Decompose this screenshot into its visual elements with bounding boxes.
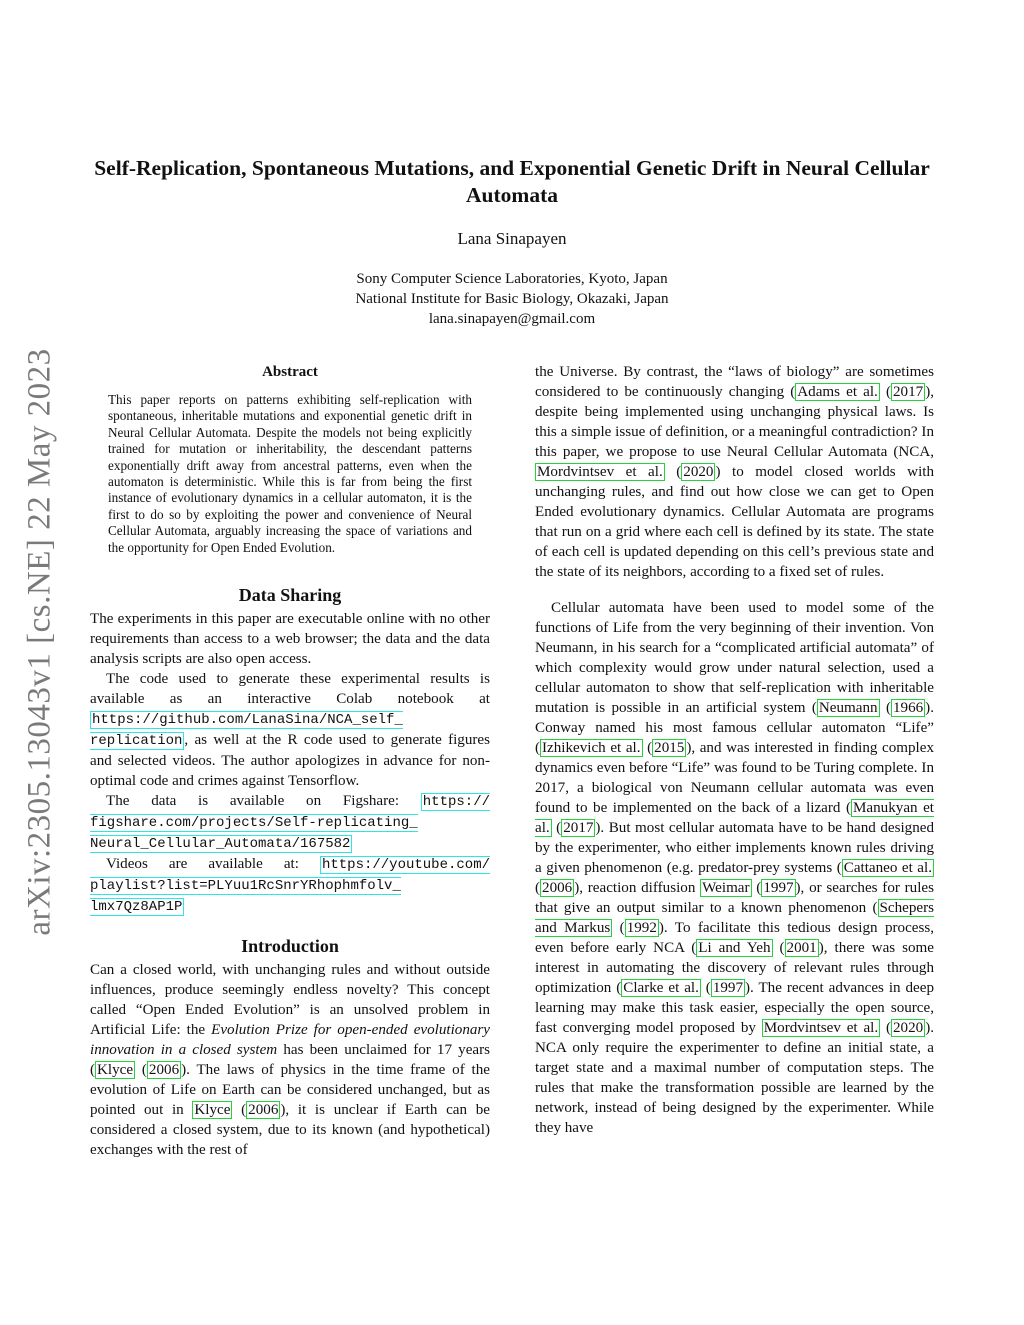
citation-link[interactable]: Neumann [818,700,878,716]
citation-link[interactable]: Clarke et al. [623,980,699,996]
citation-link[interactable]: Mordvintsev et al. [763,1020,879,1036]
data-sharing-paragraph-4: Videos are available at: https://youtube.com/ playlist?list=PLYuu1RcSnrYRhophmfolv_ lmx7Qz8AP1P [90,856,490,916]
citation-link[interactable]: 2017 [563,820,594,836]
author-name: Lana Sinapayen [457,229,567,248]
arxiv-sidebar-stamp [18,345,62,940]
affiliation-1: Sony Computer Science Laboratories, Kyoto, Japan [356,271,668,287]
right-column [535,362,934,1138]
data-sharing-paragraph-2: The code used to generate these experimental results is available as an interactive Colab notebook at https://github.com/LanaSina/NCA_self_ replication , as well at the R code used to generate figures and selected videos. The author apologizes in advance for non-optimal code and crimes against Tensorflow. [90,671,490,790]
citation-link[interactable]: Izhikevich et al. [542,740,641,756]
introduction-paragraph-2: Cellular automata have been used to model some of the functions of Life from the very beginning of their invention. Von Neumann, in his search for a “complicated artificial automata” of which complexity would grow under natural selection, used a cellular automaton to show that self-replication with inheritable mutation is possible in an artificial system ( Neumann ( 1966 ). Conway named his most famous cellular automaton “Life” ( Izhikevich et al. ( 2015 ), and was interested in finding complex dynamics even before “Life” was found to be Turing complete. In 2017, a biological von Neumann cellular automata was even found to be implemented on the back of a lizard ( Manukyan et al. ( 2017 ). But most cellular automata have to be hand designed by the experimenter, who either implements known rules driving a given phenomenon (e.g. predator-prey systems ( Cattaneo et al. ( 2006 ), reaction diffusion Weimar ( 1997 ), or searches for rules that give an output similar to a known phenomenon ( Schepers and Markus ( 1992 ). To facilitate this tedious design process, even before early NCA ( Li and Yeh ( 2001 ), there was some interest in automating the discovery of relevant rules through optimization ( Clarke et al. ( 1997 ). The recent advances in deep learning may make this task easier, especially the open source, fast converging model proposed by Mordvintsev et al. ( 2020 ). NCA only require the experimenter to define an initial state, a target state and a maximal number of computation steps. The rules that make the transformation possible are learned by the network, instead of being designed by the experimenter. While they have [535,600,934,1136]
citation-link[interactable]: 1992 [626,920,657,936]
citation-link[interactable]: Manukyan et al. [535,800,934,836]
citation-link[interactable]: Klyce [97,1062,134,1079]
citation-link[interactable]: Li and Yeh [698,940,771,956]
abstract-text: This paper reports on patterns exhibiting self-replication with spontaneous, inheritable mutations and exponential genetic drift in Neural Cellular Automata. Despite the models not being explicitly trained for mutation or inheritability, the descendant patterns exponentially drift away from ancestral patterns, even when the automaton is deterministic. While this is far from being the first instance of evolutionary dynamics in a cellular automaton, it is the first to do so by exploiting the power and convenience of Neural Cellular Automata, arguably increasing the space of variations and the opportunity for Open Ended Evolution. [108,392,472,555]
citation-link[interactable]: 2020 [683,464,714,480]
citation-link[interactable]: Adams et al. [797,384,878,400]
citation-link[interactable]: 2006 [542,880,573,896]
youtube-link[interactable]: https://youtube.com/ playlist?list=PLYuu1RcSnrYRhophmfolv_ lmx7Qz8AP1P [90,857,490,916]
citation-link[interactable]: 1997 [763,880,794,896]
introduction-body-left [90,960,490,1160]
github-link[interactable]: https://github.com/LanaSina/NCA_self_ replication [90,712,403,750]
introduction-paragraph-1-continued: the Universe. By contrast, the “laws of biology” are sometimes considered to be continuously changing ( Adams et al. ( 2017 ), despite being implemented using unchanging physical laws. Is this a simple issue of definition, or a meaningful contradiction? In this paper, we propose to use Neural Cellular Automata (NCA, Mordvintsev et al. ( 2020 ) to model closed worlds with unchanging rules, and find out how close we can get to Open Ended evolutionary dynamics. Cellular Automata are programs that run on a grid where each cell is defined by its state. The state of each cell is updated depending on this cell’s previous state and the state of its neighbors, according to a fixed set of rules. [535,364,935,580]
citation-link[interactable]: 2015 [654,740,685,756]
paper-title: Self-Replication, Spontaneous Mutations, and Exponential Genetic Drift in Neural Cellular Automata [94,156,930,207]
arxiv-identifier: arXiv:2305.13043v1 [cs.NE] 22 May 2023 [21,348,58,936]
author-email: lana.sinapayen@gmail.com [428,311,596,327]
citation-link[interactable]: Schepers and Markus [535,900,934,936]
citation-link[interactable]: Klyce [194,1102,231,1119]
citation-link[interactable]: Cattaneo et al. [843,860,932,876]
introduction-paragraph-1: Can a closed world, with unchanging rules and without outside influences, produce seemingly endless novelty? This concept called “Open Ended Evolution” is an unsolved problem in Artificial Life: the Evolution Prize for open-ended evolutionary innovation in a closed system has been unclaimed for 17 years ( Klyce ( 2006 ). The laws of physics in the time frame of the evolution of Life on Earth can be considered unchanged, but as pointed out in Klyce ( 2006 ), it is unclear if Earth can be considered a closed system, due to its known (and hypothetical) exchanges with the rest of [90,962,490,1159]
data-sharing-paragraph-3: The data is available on Figshare: https:// figshare.com/projects/Self-replicating_ Neural_Cellular_Automata/167582 [90,793,490,853]
citation-link[interactable]: 2001 [786,940,817,956]
figshare-link[interactable]: https:// figshare.com/projects/Self-replicating_ Neural_Cellular_Automata/167582 [90,794,490,853]
data-sharing-heading: Data Sharing [238,585,342,606]
citation-link[interactable]: 2017 [893,384,924,400]
citation-link[interactable]: Weimar [702,880,750,896]
affiliations [0,269,1024,329]
citation-link[interactable]: 2006 [248,1102,279,1119]
affiliation-2: National Institute for Basic Biology, Okazaki, Japan [355,291,669,307]
citation-link[interactable]: 1966 [892,700,924,716]
citation-link[interactable]: 2006 [148,1062,180,1079]
citation-link[interactable]: 2020 [893,1020,924,1036]
citation-link[interactable]: Mordvintsev et al. [537,464,663,480]
data-sharing-paragraph-1: The experiments in this paper are executable online with no other requirements than access to a web browser; the data and the data analysis scripts are also open access. [90,611,490,668]
introduction-heading: Introduction [241,936,339,957]
citation-link[interactable]: 1997 [712,980,744,996]
abstract-heading: Abstract [262,364,318,380]
left-column [90,362,490,1160]
data-sharing-body [90,609,490,917]
